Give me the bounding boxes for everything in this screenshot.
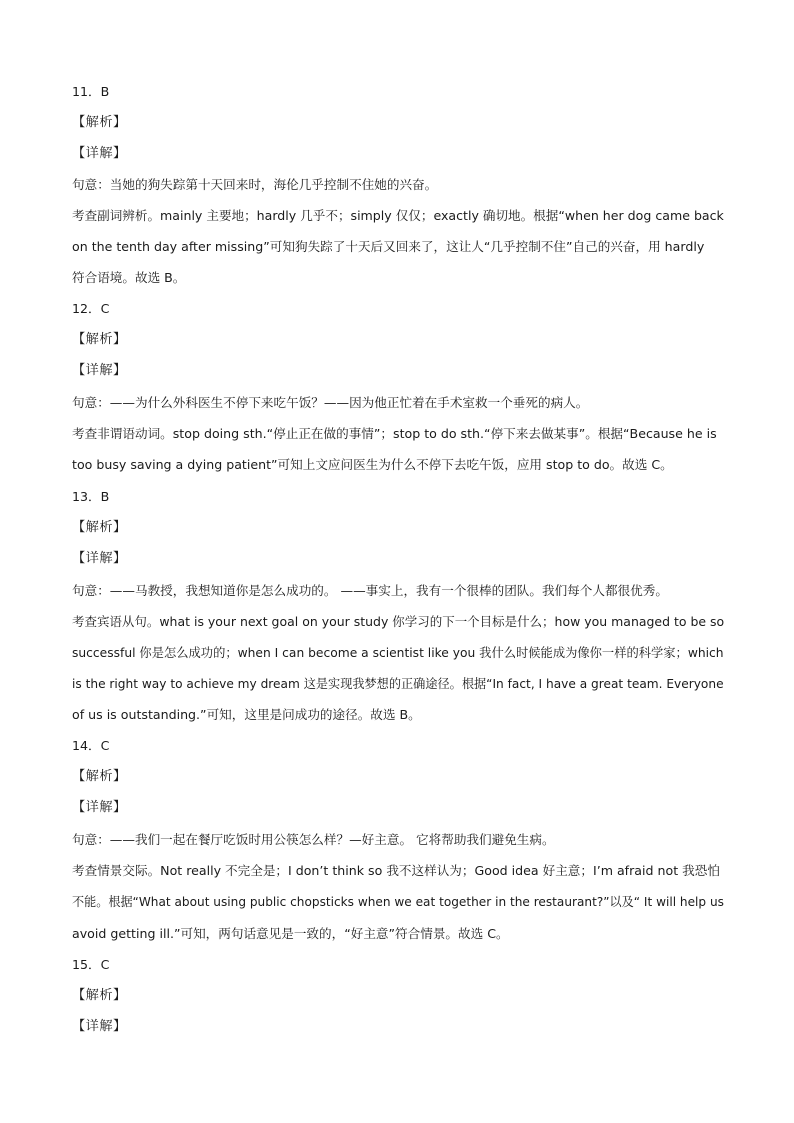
explanation-line: 考查宾语从句。what is your next goal on your study 你学习的下一个目标是什么；how you managed to be so [72,614,725,629]
explanation-line: 考查非谓语动词。stop doing sth.“停止正在做的事情”；stop to do sth.“停下来去做某事”。根据“Because he is [72,426,717,441]
question-number: 12．C [72,301,110,316]
analysis-label: 【解析】 [72,332,127,347]
explanation-line: 考查副词辨析。mainly 主要地；hardly 几乎不；simply 仅仅；exactly 确切地。根据“when her dog came back [72,208,724,223]
explanation-line: of us is outstanding.”可知，这里是问成功的途径。故选 B。 [72,707,421,722]
explanation-line: on the tenth day after missing”可知狗失踪了十天后又回来了，这让人“几乎控制不住”自己的兴奋，用 hardly [72,239,705,254]
question-number: 13．B [72,489,110,504]
detail-label: 【详解】 [72,551,127,566]
analysis-label: 【解析】 [72,115,127,130]
detail-label: 【详解】 [72,146,127,161]
explanation-line: too busy saving a dying patient”可知上文应问医生为什么不停下去吃午饭，应用 stop to do。故选 C。 [72,457,673,472]
sentence-meaning: 句意：——为什么外科医生不停下来吃午饭？——因为他正忙着在手术室救一个垂死的病人。 [72,395,589,410]
question-number: 11．B [72,84,110,99]
sentence-meaning: 句意：——我们一起在餐厅吃饭时用公筷怎么样？—好主意。 它将帮助我们避免生病。 [72,832,555,847]
question-number: 14．C [72,738,110,753]
explanation-line: 考查情景交际。Not really 不完全是；I don’t think so 我不这样认为；Good idea 好主意；I’m afraid not 我恐怕 [72,863,720,878]
explanation-line: avoid getting ill.”可知，两句话意见是一致的，“好主意”符合情景。故选 C。 [72,926,509,941]
analysis-label: 【解析】 [72,988,127,1003]
sentence-meaning: 句意：当她的狗失踪第十天回来时，海伦几乎控制不住她的兴奋。 [72,177,438,192]
explanation-line: successful 你是怎么成功的；when I can become a scientist like you 我什么时候能成为像你一样的科学家；which [72,645,724,660]
detail-label: 【详解】 [72,800,127,815]
explanation-line: 符合语境。故选 B。 [72,270,186,285]
explanation-line: is the right way to achieve my dream 这是实现我梦想的正确途径。根据“In fact, I have a great team. Everyone [72,676,724,691]
question-number: 15．C [72,957,110,972]
analysis-label: 【解析】 [72,520,127,535]
explanation-line: 不能。根据“What about using public chopsticks when we eat together in the restaurant?”以及“ It will help us [72,894,724,909]
sentence-meaning: 句意：——马教授，我想知道你是怎么成功的。 ——事实上，我有一个很棒的团队。我们每个人都很优秀。 [72,583,668,598]
detail-label: 【详解】 [72,363,127,378]
analysis-label: 【解析】 [72,769,127,784]
detail-label: 【详解】 [72,1019,127,1034]
